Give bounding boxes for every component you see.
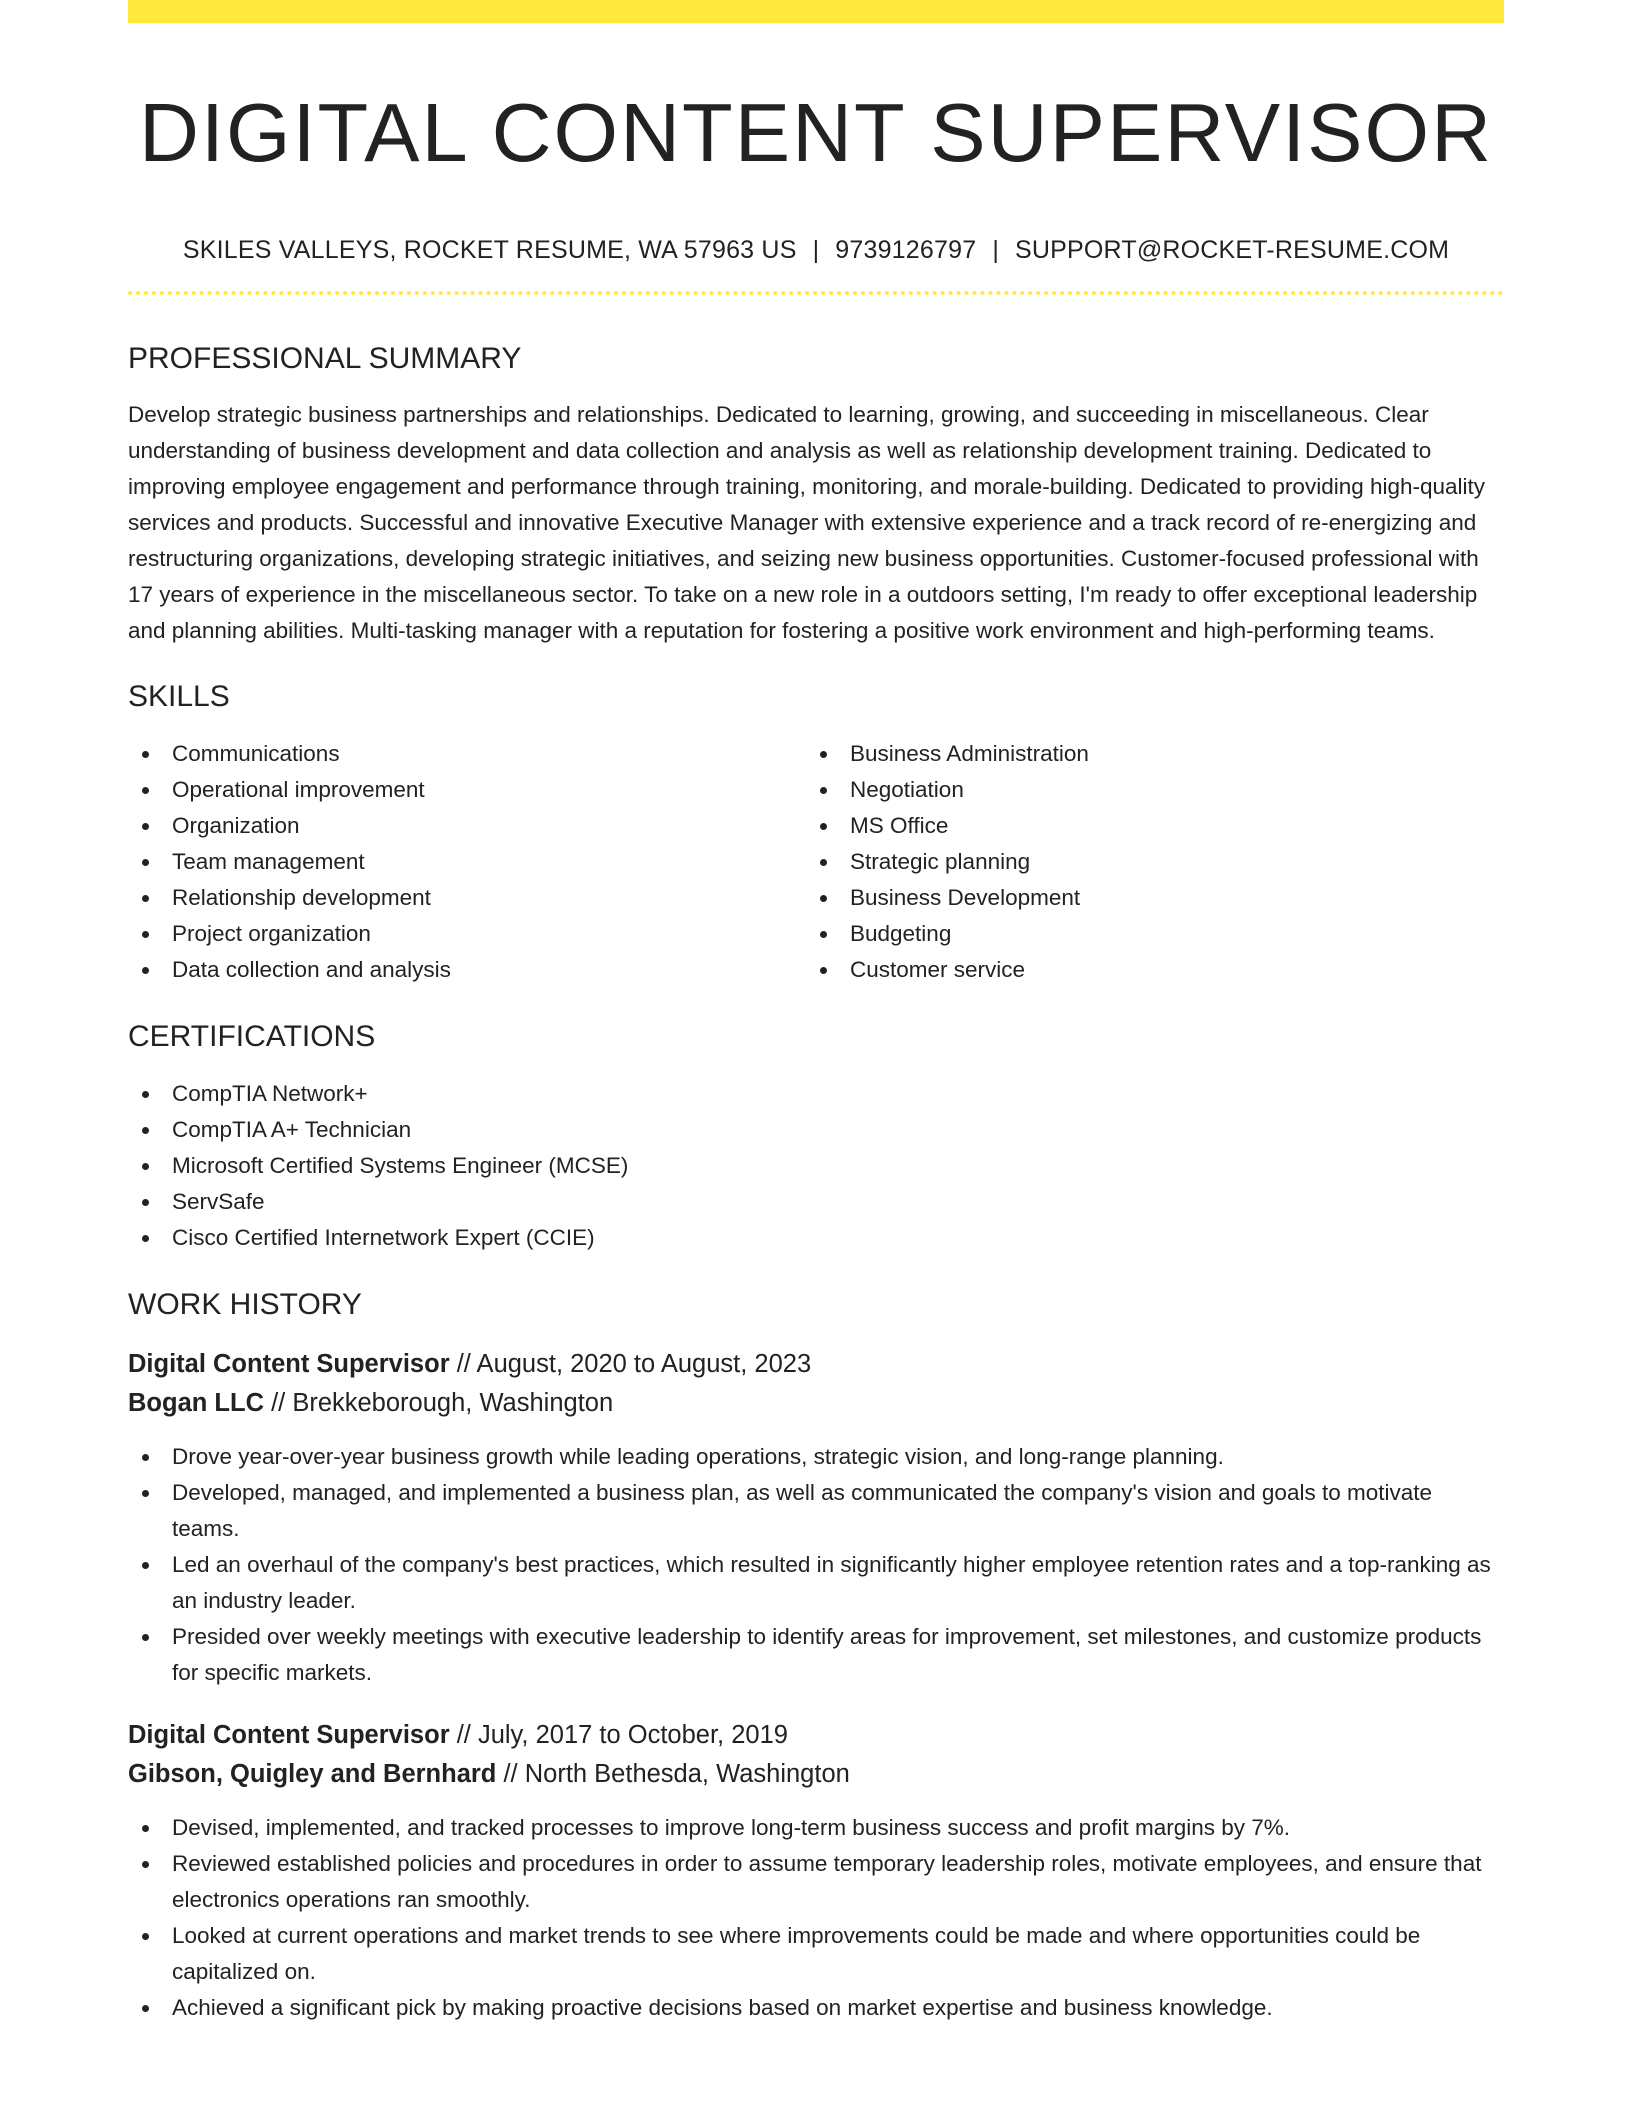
- job-dates: // July, 2017 to October, 2019: [449, 1721, 788, 1749]
- skill-item: Relationship development: [128, 880, 806, 916]
- job-company-line: [128, 1384, 1504, 1423]
- summary-heading: PROFESSIONAL SUMMARY: [128, 342, 522, 375]
- job-entry: [128, 1716, 1504, 2026]
- job-title: Digital Content Supervisor: [128, 1350, 450, 1378]
- job-title-line: [128, 1345, 1504, 1384]
- job-title: Digital Content Supervisor: [128, 1721, 450, 1749]
- skill-item: Strategic planning: [806, 844, 1484, 880]
- skill-item: Negotiation: [806, 772, 1484, 808]
- job-bullets: [128, 1810, 1504, 2026]
- skill-item: Budgeting: [806, 916, 1484, 952]
- certification-item: Microsoft Certified Systems Engineer (MCSE): [128, 1148, 1504, 1184]
- job-location: // Brekkeborough, Washington: [263, 1389, 614, 1417]
- contact-separator: |: [812, 236, 820, 264]
- skill-item: Project organization: [128, 916, 806, 952]
- skill-item: MS Office: [806, 808, 1484, 844]
- skills-heading: SKILLS: [128, 680, 230, 713]
- certifications-list: [128, 1076, 1504, 1256]
- job-bullet: Led an overhaul of the company's best practices, which resulted in significantly higher employee retention rates and a top-ranking as an industry leader.: [128, 1547, 1504, 1619]
- contact-separator: |: [992, 236, 1000, 264]
- contact-email: SUPPORT@ROCKET-RESUME.COM: [1015, 236, 1450, 264]
- dotted-divider: [128, 291, 1504, 295]
- skills-list-right: [806, 736, 1484, 988]
- job-company: Gibson, Quigley and Bernhard: [128, 1760, 497, 1788]
- contact-address: SKILES VALLEYS, ROCKET RESUME, WA 57963 US: [182, 236, 797, 264]
- certification-item: CompTIA A+ Technician: [128, 1112, 1504, 1148]
- skill-item: Communications: [128, 736, 806, 772]
- skill-item: Customer service: [806, 952, 1484, 988]
- summary-text: Develop strategic business partnerships and relationships. Dedicated to learning, growing, and succeeding in miscellaneous. Clear understanding of business development and data collection and analysis as well as relationship development training. Dedicated to improving employee engagement and performance through training, monitoring, and morale-building. Dedicated to providing high-quality services and products. Successful and innovative Executive Manager with extensive experience and a track record of re-energizing and restructuring organizations, developing strategic initiatives, and seizing new business opportunities. Customer-focused professional with 17 years of experience in the miscellaneous sector. To take on a new role in a outdoors setting, I'm ready to offer exceptional leadership and planning abilities. Multi-tasking manager with a reputation for fostering a positive work environment and high-performing teams.: [128, 402, 1486, 643]
- resume-title: DIGITAL CONTENT SUPERVISOR: [138, 86, 1494, 179]
- skill-item: Operational improvement: [128, 772, 806, 808]
- job-bullet: Developed, managed, and implemented a business plan, as well as communicated the company's vision and goals to motivate teams.: [128, 1475, 1504, 1547]
- job-entry: [128, 1345, 1504, 1691]
- contact-phone: 9739126797: [835, 236, 977, 264]
- certification-item: ServSafe: [128, 1184, 1504, 1220]
- job-title-line: [128, 1716, 1504, 1755]
- job-dates: // August, 2020 to August, 2023: [449, 1350, 812, 1378]
- job-bullet: Looked at current operations and market trends to see where improvements could be made and where opportunities could be capitalized on.: [128, 1918, 1504, 1990]
- job-bullet: Presided over weekly meetings with executive leadership to identify areas for improvement, set milestones, and customize products for specific markets.: [128, 1619, 1504, 1691]
- job-bullet: Achieved a significant pick by making proactive decisions based on market expertise and business knowledge.: [128, 1990, 1504, 2026]
- skill-item: Business Development: [806, 880, 1484, 916]
- certification-item: CompTIA Network+: [128, 1076, 1504, 1112]
- job-location: // North Bethesda, Washington: [496, 1760, 850, 1788]
- job-bullet: Drove year-over-year business growth while leading operations, strategic vision, and long-range planning.: [128, 1439, 1504, 1475]
- accent-top-bar: [128, 0, 1504, 23]
- skill-item: Data collection and analysis: [128, 952, 806, 988]
- skills-grid: [128, 736, 1504, 988]
- job-company: Bogan LLC: [128, 1389, 264, 1417]
- resume-page: [128, 0, 1504, 2026]
- job-company-line: [128, 1755, 1504, 1794]
- skills-list-left: [128, 736, 806, 988]
- work-history-heading: WORK HISTORY: [128, 1288, 362, 1321]
- job-bullet: Reviewed established policies and procedures in order to assume temporary leadership roles, motivate employees, and ensure that electronics operations ran smoothly.: [128, 1846, 1504, 1918]
- job-bullet: Devised, implemented, and tracked processes to improve long-term business success and profit margins by 7%.: [128, 1810, 1504, 1846]
- skill-item: Business Administration: [806, 736, 1484, 772]
- certifications-heading: CERTIFICATIONS: [128, 1020, 376, 1053]
- skill-item: Team management: [128, 844, 806, 880]
- contact-line: [128, 235, 1504, 265]
- job-bullets: [128, 1439, 1504, 1691]
- skill-item: Organization: [128, 808, 806, 844]
- certification-item: Cisco Certified Internetwork Expert (CCIE): [128, 1220, 1504, 1256]
